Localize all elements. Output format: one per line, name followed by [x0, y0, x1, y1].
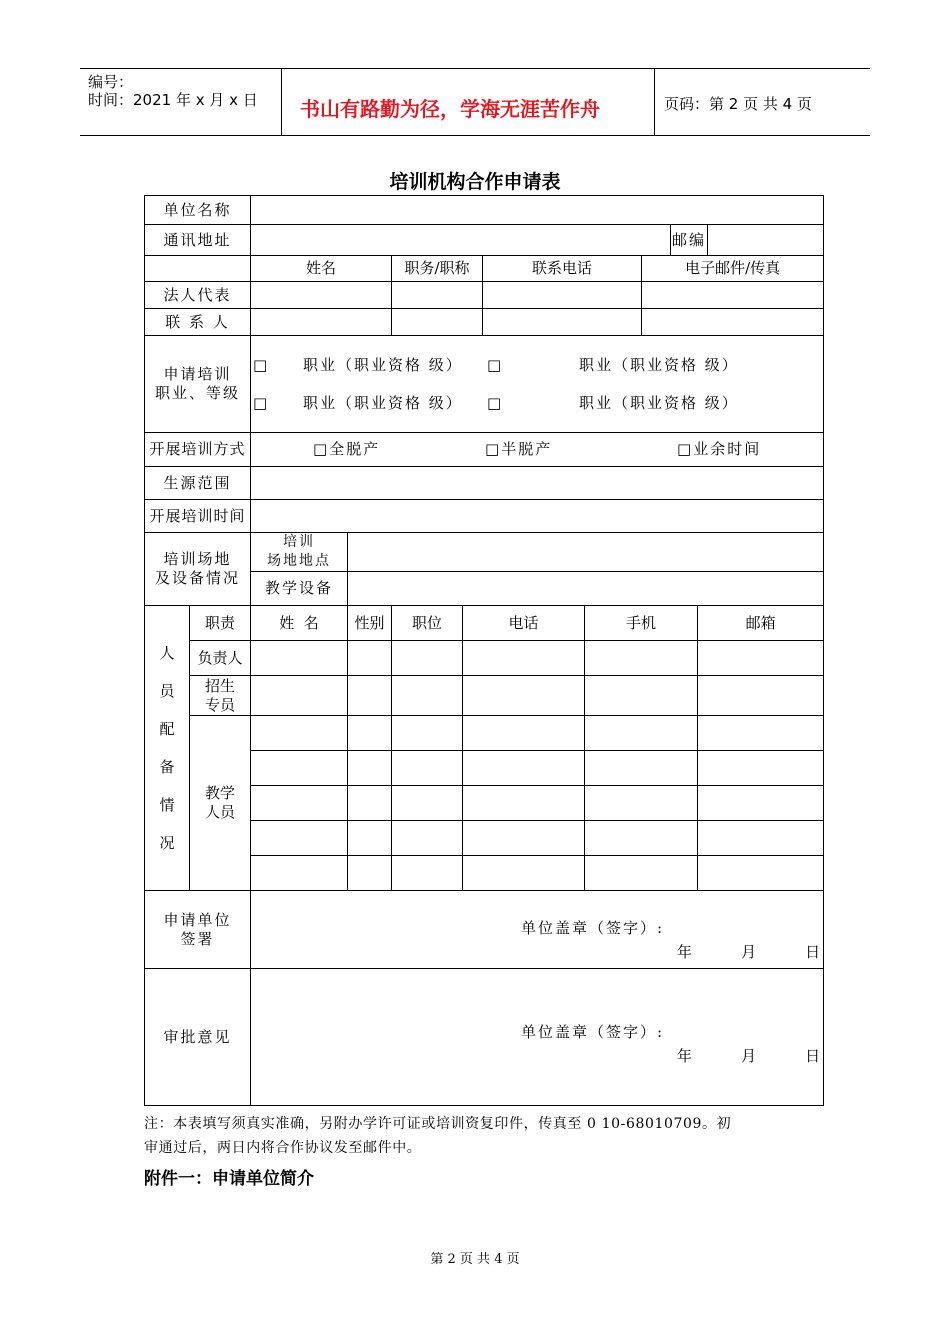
- applicant-signature-field[interactable]: [251, 891, 827, 969]
- staff-section-label: [145, 606, 190, 891]
- training-time-field[interactable]: [251, 500, 824, 533]
- staff-label-char-6: 况: [159, 834, 175, 852]
- staff-col-phone: 电话: [463, 606, 585, 641]
- teacher-position-field[interactable]: [392, 821, 463, 856]
- unit-name-label: 单位名称: [145, 196, 251, 225]
- unit-name-field[interactable]: [251, 196, 824, 225]
- venue-location-label-line2: 场地地点: [267, 553, 332, 569]
- teacher-name-field[interactable]: [251, 856, 348, 891]
- staff-recruiter-label-line2: 专员: [205, 695, 236, 714]
- staff-label-char-2: 员: [159, 682, 175, 700]
- occupation-checkbox-4[interactable]: □: [487, 394, 502, 412]
- document-number-label: 编号：: [88, 73, 134, 91]
- method-spare-time-option[interactable]: □业余时间: [677, 440, 762, 458]
- student-source-field[interactable]: [251, 467, 824, 500]
- staff-col-mobile: 手机: [585, 606, 698, 641]
- staff-label-char-4: 备: [159, 758, 175, 776]
- staff-col-email: 邮箱: [698, 606, 824, 641]
- teacher-name-field[interactable]: [251, 716, 348, 751]
- staff-col-name: 姓 名: [251, 606, 348, 641]
- teacher-mobile-field[interactable]: [585, 856, 698, 891]
- method-part-time-option[interactable]: □半脱产: [485, 440, 553, 458]
- training-method-options: [251, 433, 824, 467]
- header-top-rule: [80, 68, 870, 69]
- principal-name-field[interactable]: [251, 641, 348, 676]
- approval-opinion-field[interactable]: [251, 969, 827, 1106]
- postcode-field[interactable]: [708, 225, 824, 256]
- teacher-position-field[interactable]: [392, 716, 463, 751]
- principal-gender-field[interactable]: [348, 641, 392, 676]
- teacher-phone-field[interactable]: [463, 751, 585, 786]
- staff-col-gender: 性别: [348, 606, 392, 641]
- contact-title-field[interactable]: [392, 309, 483, 336]
- apply-occupation-label-line2: 职业、等级: [155, 384, 241, 402]
- recruiter-mobile-field[interactable]: [585, 676, 698, 716]
- apply-occupation-label-line1: 申请培训: [163, 365, 232, 383]
- legal-rep-title-field[interactable]: [392, 282, 483, 309]
- teacher-email-field[interactable]: [698, 821, 824, 856]
- approval-opinion-label: 审批意见: [145, 969, 251, 1106]
- teacher-name-field[interactable]: [251, 786, 348, 821]
- approval-seal-text: 单位盖章（签字）:: [521, 1023, 665, 1041]
- venue-location-label: [251, 533, 348, 572]
- contact-phone-field[interactable]: [483, 309, 642, 336]
- staff-label-char-3: 配: [159, 720, 175, 738]
- applicant-signature-label-line2: 签署: [180, 929, 215, 948]
- applicant-seal-text: 单位盖章（签字）:: [521, 919, 665, 937]
- occupation-checkbox-1[interactable]: □: [253, 356, 268, 374]
- teacher-position-field[interactable]: [392, 751, 463, 786]
- page-indicator: 页码：第 2 页 共 4 页: [664, 95, 812, 113]
- staff-teacher-label-line2: 人员: [205, 803, 236, 821]
- teacher-phone-field[interactable]: [463, 856, 585, 891]
- occupation-checkbox-3[interactable]: □: [253, 394, 268, 412]
- recruiter-phone-field[interactable]: [463, 676, 585, 716]
- staff-col-position: 职位: [392, 606, 463, 641]
- staff-teacher-label: [190, 716, 251, 891]
- teacher-gender-field[interactable]: [348, 716, 392, 751]
- header-motto: 书山有路勤为径，学海无涯苦作舟: [300, 97, 600, 121]
- teacher-phone-field[interactable]: [463, 786, 585, 821]
- col-email-fax-header: 电子邮件/传真: [642, 256, 824, 282]
- application-form-table: [144, 195, 827, 1106]
- teacher-mobile-field[interactable]: [585, 751, 698, 786]
- staff-label-char-5: 情: [159, 796, 175, 814]
- contacts-header-blank: [145, 256, 251, 282]
- teacher-email-field[interactable]: [698, 751, 824, 786]
- header-divider-left: [281, 68, 282, 136]
- col-phone-header: 联系电话: [483, 256, 642, 282]
- page-footer: 第 2 页 共 4 页: [430, 1252, 520, 1267]
- form-title: 培训机构合作申请表: [389, 171, 561, 193]
- teacher-name-field[interactable]: [251, 751, 348, 786]
- recruiter-gender-field[interactable]: [348, 676, 392, 716]
- principal-mobile-field[interactable]: [585, 641, 698, 676]
- contact-email-field[interactable]: [642, 309, 824, 336]
- recruiter-name-field[interactable]: [251, 676, 348, 716]
- occupation-entry-1: 职业（职业资格 级）: [303, 356, 463, 374]
- address-label: 通讯地址: [145, 225, 251, 256]
- teacher-email-field[interactable]: [698, 786, 824, 821]
- legal-rep-label: 法人代表: [145, 282, 251, 309]
- teacher-phone-field[interactable]: [463, 716, 585, 751]
- teacher-gender-field[interactable]: [348, 751, 392, 786]
- principal-email-field[interactable]: [698, 641, 824, 676]
- legal-rep-name-field[interactable]: [251, 282, 392, 309]
- student-source-label: 生源范围: [145, 467, 251, 500]
- occupation-entry-3: 职业（职业资格 级）: [303, 394, 463, 412]
- teacher-mobile-field[interactable]: [585, 821, 698, 856]
- staff-recruiter-label: [190, 676, 251, 716]
- recruiter-position-field[interactable]: [392, 676, 463, 716]
- contact-person-label: 联 系 人: [145, 309, 251, 336]
- teacher-gender-field[interactable]: [348, 821, 392, 856]
- occupation-entry-2: 职业（职业资格 级）: [579, 356, 739, 374]
- occupation-entry-4: 职业（职业资格 级）: [579, 394, 739, 412]
- teacher-mobile-field[interactable]: [585, 716, 698, 751]
- teaching-equipment-label: 教学设备: [251, 572, 348, 606]
- principal-position-field[interactable]: [392, 641, 463, 676]
- teacher-email-field[interactable]: [698, 856, 824, 891]
- venue-location-label-line1: 培训: [283, 534, 316, 550]
- training-method-label: 开展培训方式: [145, 433, 251, 467]
- teacher-gender-field[interactable]: [348, 856, 392, 891]
- form-note-line2: 审通过后，两日内将合作协议发至邮件中。: [144, 1140, 422, 1156]
- principal-phone-field[interactable]: [463, 641, 585, 676]
- staff-label-char-1: 人: [159, 644, 175, 662]
- teacher-position-field[interactable]: [392, 786, 463, 821]
- recruiter-email-field[interactable]: [698, 676, 824, 716]
- col-name-header: 姓名: [251, 256, 392, 282]
- training-time-label: 开展培训时间: [145, 500, 251, 533]
- occupation-checkbox-2[interactable]: □: [487, 356, 502, 374]
- venue-location-field[interactable]: [348, 533, 824, 572]
- postcode-label: 邮编: [671, 225, 708, 256]
- contact-name-field[interactable]: [251, 309, 392, 336]
- teacher-email-field[interactable]: [698, 716, 824, 751]
- teacher-gender-field[interactable]: [348, 786, 392, 821]
- staff-principal-label: 负责人: [190, 641, 251, 676]
- method-full-time-option[interactable]: □全脱产: [313, 440, 381, 458]
- header-bottom-rule: [80, 135, 870, 136]
- header-divider-right: [654, 68, 655, 136]
- staff-recruiter-label-line1: 招生: [205, 676, 236, 695]
- venue-equipment-label: [145, 533, 251, 606]
- teacher-name-field[interactable]: [251, 821, 348, 856]
- staff-col-duty: 职责: [190, 606, 251, 641]
- venue-equipment-label-line2: 及设备情况: [155, 569, 241, 587]
- document-time-label: 时间：2021 年 x 月 x 日: [88, 91, 258, 109]
- apply-occupation-label: [145, 336, 251, 433]
- applicant-date-text: 年 月 日: [677, 943, 827, 961]
- applicant-signature-label: [145, 891, 251, 969]
- col-title-header: 职务/职称: [392, 256, 483, 282]
- annex-heading: 附件一：申请单位简介: [144, 1169, 314, 1189]
- teacher-phone-field[interactable]: [463, 821, 585, 856]
- apply-occupation-options: [251, 336, 824, 433]
- teacher-position-field[interactable]: [392, 856, 463, 891]
- teacher-mobile-field[interactable]: [585, 786, 698, 821]
- staff-teacher-label-line1: 教学: [205, 784, 236, 802]
- legal-rep-phone-field[interactable]: [483, 282, 642, 309]
- legal-rep-email-field[interactable]: [642, 282, 824, 309]
- venue-equipment-label-line1: 培训场地: [163, 550, 232, 568]
- teaching-equipment-field[interactable]: [348, 572, 824, 606]
- form-note-line1: 注：本表填写须真实准确，另附办学许可证或培训资复印件，传真至 0 10-68010709。初: [144, 1116, 732, 1132]
- approval-date-text: 年 月 日: [677, 1047, 827, 1065]
- address-field[interactable]: [251, 225, 671, 256]
- applicant-signature-label-line1: 申请单位: [163, 910, 232, 929]
